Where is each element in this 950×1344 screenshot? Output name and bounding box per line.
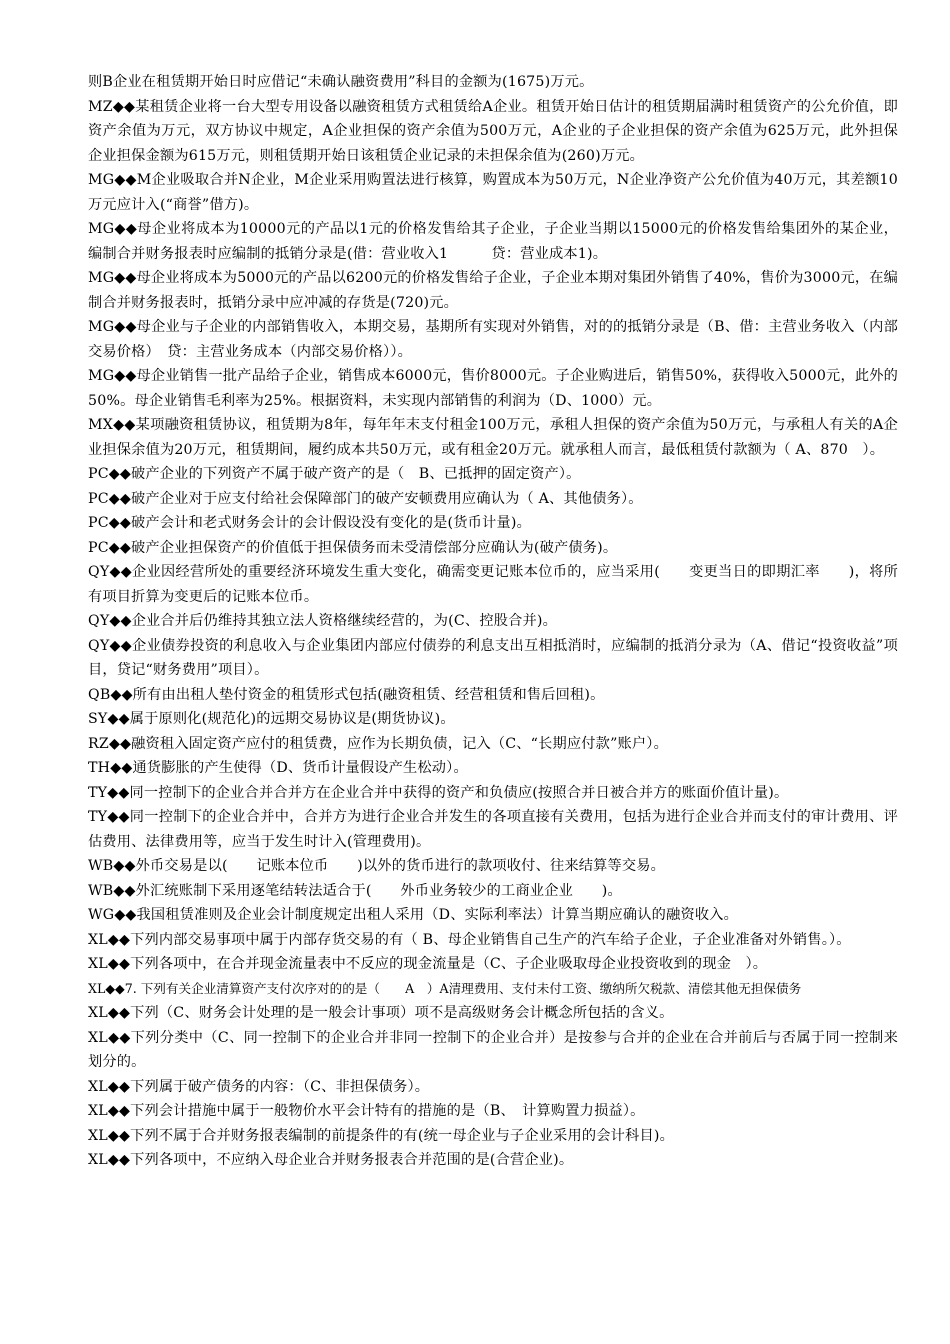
- paragraph-rz-long-term-payable: RZ◆◆融资租入固定资产应付的租赁费，应作为长期负债，记入（C、“长期应付款”账户）。: [88, 735, 668, 752]
- paragraph-qy-holding-merger: QY◆◆企业合并后仍维持其独立法人资格继续经营的，为(C、控股合并)。: [88, 613, 557, 629]
- paragraph-mg-internal-sales: MG◆◆母企业与子企业的内部销售收入，本期交易，基期所有实现对外销售，对的的抵销分录是（B、借：主营业务收入（内部交易价格） 贷：主营业务成本（内部交易价格））。: [88, 319, 898, 360]
- document-page: [88, 70, 898, 1173]
- paragraph-qb-lease-forms: QB◆◆所有由出租人垫付资金的租赁形式包括(融资租赁、经营租赁和售后回租)。: [88, 686, 605, 703]
- paragraph-ty-book-value: TY◆◆同一控制下的企业合并合并方在企业合并中获得的资产和负债应(按照合并日被合并方的账面价值计量)。: [88, 784, 789, 801]
- paragraph-th-inflation: TH◆◆通货膨胀的产生使得（D、货币计量假设产生松动）。: [88, 760, 468, 776]
- paragraph-pc-not-bankruptcy-asset: PC◆◆破产企业的下列资产不属于破产资产的是（ B、已抵押的固定资产）。: [88, 466, 581, 482]
- paragraph-xl-merger-classification: XL◆◆下列分类中（C、同一控制下的企业合并非同一控制下的企业合并）是按参与合并的企业在合并前后与否属于同一控制来划分的。: [88, 1029, 898, 1070]
- paragraph-pc-bankruptcy-debt: PC◆◆破产企业担保资产的价值低于担保债务而未受清偿部分应确认为(破产债务)。: [88, 539, 618, 556]
- paragraph-qy-bond-interest: QY◆◆企业债券投资的利息收入与企业集团内部应付债券的利息支出互相抵消时，应编制的抵消分录为（A、借记“投资收益”项目，贷记“财务费用”项目）。: [88, 637, 898, 678]
- paragraph-xl-joint-venture: XL◆◆下列各项中，不应纳入母企业合并财务报表合并范围的是(合营企业)。: [88, 1152, 574, 1168]
- paragraph-xl-purchasing-power: XL◆◆下列会计措施中属于一般物价水平会计特有的措施的是（B、 计算购置力损益）。: [88, 1103, 645, 1119]
- paragraph-mx-min-lease-payment: MX◆◆某项融资租赁协议，租赁期为8年，每年年末支付租金100万元，承租人担保的资产余值为50万元，与承租人有关的A企业担保余值为20万元，租赁期间，履约成本共50万元，或有租金20万元。就承租人而言，最低租赁付款额为（ A、870 ）。: [88, 417, 898, 458]
- paragraph-mz-unguaranteed-residual: MZ◆◆某租赁企业将一台大型专用设备以融资租赁方式租赁给A企业。租赁开始日估计的租赁期届满时租赁资产的公允价值，即资产余值为万元，双方协议中规定，A企业担保的资产余值为500万元，A企业的子企业担保的资产余值为625万元，此外担保企业担保金额为615万元，则租赁期开始日该租赁企业记录的未担保余值为(260)万元。: [88, 98, 898, 164]
- paragraph-mg-goodwill: MG◆◆M企业吸取合并N企业，M企业采用购置法进行核算，购置成本为50万元，N企业净资产公允价值为40万元，其差额10万元应计入(“商誉”借方)。: [88, 172, 898, 213]
- paragraph-pc-settlement-cost: PC◆◆破产企业对于应支付给社会保障部门的破产安顿费用应确认为（ A、其他债务）。: [88, 490, 643, 507]
- paragraph-qy-functional-currency: QY◆◆企业因经营所处的重要经济环境发生重大变化，确需变更记账本位币的，应当采用( 变更当日的即期汇率 )，将所有项目折算为变更后的记账本位币。: [88, 564, 898, 605]
- paragraph-xl-advanced-accounting: XL◆◆下列（C、财务会计处理的是一般会计事项）项不是高级财务会计概念所包括的含义。: [88, 1005, 674, 1021]
- paragraph-xl-internal-inventory: XL◆◆下列内部交易事项中属于内部存货交易的有（ B、母企业销售自己生产的汽车给子企业，子企业准备对外销售。）。: [88, 931, 851, 948]
- paragraph-mg-unrealized-profit: MG◆◆母企业销售一批产品给子企业，销售成本6000元，售价8000元。子企业购进后，销售50%，获得收入5000元，此外的50%。母企业销售毛利率为25%。根据资料，未实现内部销售的利润为（D、1000）元。: [88, 368, 898, 409]
- paragraph-sy-futures: SY◆◆属于原则化(规范化)的远期交易协议是(期货协议)。: [88, 711, 455, 727]
- paragraph-xl-consolidation-precondition: XL◆◆下列不属于合并财务报表编制的前提条件的有(统一母企业与子企业采用的会计科目)。: [88, 1127, 674, 1144]
- paragraph-xl-liquidation-order: XL◆◆7. 下列有关企业清算资产支付次序对的的是（ A ）A清理费用、支付未付工资、缴纳所欠税款、清偿其他无担保债务: [88, 980, 802, 996]
- paragraph-ty-management-expense: TY◆◆同一控制下的企业合并中，合并方为进行企业合并发生的各项直接有关费用，包括为进行企业合并而支付的审计费用、评估费用、法律费用等，应当于发生时计入(管理费用)。: [88, 809, 898, 850]
- paragraph-xl-bankruptcy-debt-content: XL◆◆下列属于破产债务的内容：（C、非担保债务）。: [88, 1078, 430, 1095]
- paragraph-wb-foreign-transaction: WB◆◆外币交易是以( 记账本位币 )以外的货币进行的款项收付、往来结算等交易。: [88, 858, 666, 874]
- paragraph-mg-inventory-720: MG◆◆母企业将成本为5000元的产品以6200元的价格发售给子企业，子企业本期对集团外销售了40%，售价为3000元，在编制合并财务报表时，抵销分录中应冲减的存货是(720)元。: [88, 270, 898, 311]
- paragraph-wg-effective-rate: WG◆◆我国租赁准则及企业会计制度规定出租人采用（D、实际利率法）计算当期应确认的融资收入。: [88, 907, 739, 923]
- paragraph-wb-item-by-item: WB◆◆外汇统账制下采用逐笔结转法适合于( 外币业务较少的工商业企业 )。: [88, 882, 622, 899]
- paragraph-mg-offset-entry-1: MG◆◆母企业将成本为10000元的产品以1元的价格发售给其子企业，子企业当期以15000元的价格发售给集团外的某企业，编制合并财务报表时应编制的抵销分录是(借：营业收入1 贷：营业成本1)。: [88, 221, 898, 262]
- paragraph-pc-monetary-measurement: PC◆◆破产会计和老式财务会计的会计假设没有变化的是(货币计量)。: [88, 515, 531, 531]
- paragraph-xl-cash-flow: XL◆◆下列各项中，在合并现金流量表中不反应的现金流量是（C、子企业吸取母企业投资收到的现金 ）。: [88, 956, 768, 972]
- paragraph-lease-unrecognized-financing: 则B企业在租赁期开始日时应借记“未确认融资费用”科目的金额为(1675)万元。: [88, 74, 594, 90]
